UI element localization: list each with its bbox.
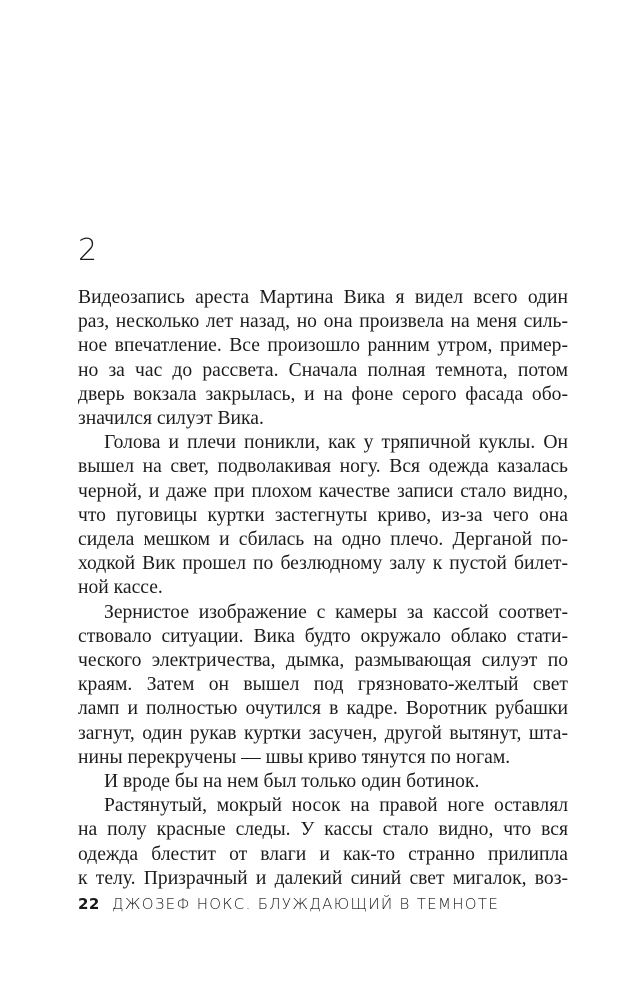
text-line: Зернистое изображение с камеры за кассой соответ- <box>104 601 568 623</box>
text-line: ной кассе. <box>78 577 163 599</box>
text-line: краям. Затем он вышел под грязновато-желтый свет <box>78 674 568 696</box>
text-line: ствовало ситуации. Вика будто окружало облако стати- <box>78 625 568 647</box>
text-line: раз, несколько лет назад, но она произвела на меня силь- <box>78 311 568 333</box>
paragraph <box>78 770 568 794</box>
text-line: загнут, один рукав куртки засучен, другой вытянут, шта- <box>78 722 568 744</box>
text-line: Голова и плечи поникли, как у тряпичной куклы. Он <box>104 432 568 454</box>
text-line: дверь вокзала закрылась, и на фоне серого фасада обо- <box>78 383 568 405</box>
text-line: значился силуэт Вика. <box>78 408 264 430</box>
paragraph <box>78 286 568 431</box>
paragraph <box>78 794 568 891</box>
paragraph <box>78 431 568 600</box>
text-line: Растянутый, мокрый носок на правой ноге оставлял <box>104 795 568 817</box>
text-line: но за час до рассвета. Сначала полная темнота, потом <box>78 359 568 381</box>
text-line: ное впечатление. Все произошло ранним утром, пример- <box>78 335 568 357</box>
text-line: на полу красные следы. У кассы стало видно, что вся <box>78 819 568 841</box>
text-line: ламп и полностью очутился в кадре. Воротник рубашки <box>78 698 568 720</box>
body-text <box>78 286 568 891</box>
text-line: нины перекручены — швы криво тянутся по ногам. <box>78 746 511 768</box>
text-line: сидела мешком и сбилась на одно плечо. Дерганой по- <box>78 529 568 551</box>
text-line: что пуговицы куртки застегнуты криво, из-за чего она <box>78 504 568 526</box>
running-head: ДЖОЗЕФ НОКС. БЛУЖДАЮЩИЙ В ТЕМНОТЕ <box>111 895 500 913</box>
text-line: И вроде бы на нем был только один ботинок. <box>104 771 480 793</box>
paragraph <box>78 601 568 770</box>
text-line: к телу. Призрачный и далекий синий свет мигалок, воз- <box>78 867 568 889</box>
page-number: 22 <box>78 895 100 913</box>
text-line: одежда блестит от влаги и как-то странно прилипла <box>78 843 568 865</box>
text-line: Видеозапись ареста Мартина Вика я видел всего один <box>78 287 568 308</box>
text-line: вышел на свет, подволакивая ногу. Вся одежда казалась <box>78 456 568 478</box>
text-line: ческого электричества, дымка, размывающая силуэт по <box>78 650 568 672</box>
chapter-number: 2 <box>78 233 98 268</box>
text-line: ходкой Вик прошел по безлюдному залу к пустой билет- <box>78 553 568 575</box>
page-footer <box>78 897 499 912</box>
text-line: черной, и даже при плохом качестве записи стало видно, <box>78 480 568 502</box>
